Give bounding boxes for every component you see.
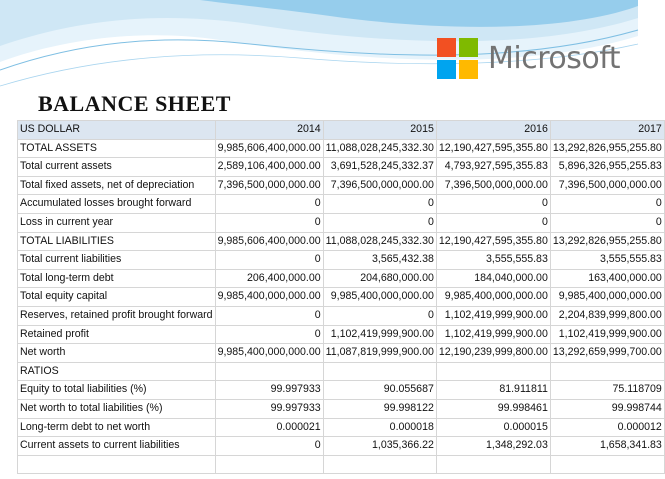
logo-square-green: [459, 38, 478, 57]
row-label-cell: RATIOS: [18, 362, 216, 381]
value-cell: 9,985,400,000,000.00: [323, 288, 436, 307]
row-label-cell: Total equity capital: [18, 288, 216, 307]
row-label-cell: Net worth: [18, 344, 216, 363]
value-cell: [550, 455, 664, 474]
value-cell: 0: [323, 306, 436, 325]
value-cell: 7,396,500,000,000.00: [215, 176, 323, 195]
value-cell: 3,555,555.83: [436, 251, 550, 270]
table-row: [18, 251, 665, 270]
value-cell: 9,985,400,000,000.00: [215, 288, 323, 307]
value-cell: 13,292,826,955,255.80: [550, 139, 664, 158]
value-cell: 3,691,528,245,332.37: [323, 158, 436, 177]
logo-square-blue: [437, 60, 456, 79]
value-cell: [436, 455, 550, 474]
value-cell: 81.911811: [436, 381, 550, 400]
table-row: [18, 139, 665, 158]
table-row: [18, 195, 665, 214]
table-row: [18, 176, 665, 195]
value-cell: 13,292,826,955,255.80: [550, 232, 664, 251]
value-cell: 99.998744: [550, 399, 664, 418]
value-cell: 9,985,606,400,000.00: [215, 232, 323, 251]
value-cell: 0: [215, 437, 323, 456]
value-cell: 11,087,819,999,900.00: [323, 344, 436, 363]
value-cell: 2,204,839,999,800.00: [550, 306, 664, 325]
table-row: [18, 437, 665, 456]
table-row: [18, 269, 665, 288]
table-row: [18, 325, 665, 344]
value-cell: [323, 362, 436, 381]
row-label-cell: TOTAL LIABILITIES: [18, 232, 216, 251]
row-label-cell: Current assets to current liabilities: [18, 437, 216, 456]
value-cell: 75.118709: [550, 381, 664, 400]
table-row: [18, 288, 665, 307]
value-cell: 1,102,419,999,900.00: [323, 325, 436, 344]
value-cell: 0: [215, 325, 323, 344]
column-header-cell: 2014: [215, 121, 323, 140]
value-cell: 1,658,341.83: [550, 437, 664, 456]
value-cell: 0: [323, 195, 436, 214]
logo-square-red: [437, 38, 456, 57]
row-label-cell: Retained profit: [18, 325, 216, 344]
value-cell: 7,396,500,000,000.00: [550, 176, 664, 195]
value-cell: 99.998461: [436, 399, 550, 418]
value-cell: 7,396,500,000,000.00: [323, 176, 436, 195]
value-cell: 184,040,000.00: [436, 269, 550, 288]
value-cell: 204,680,000.00: [323, 269, 436, 288]
column-header-cell: 2015: [323, 121, 436, 140]
value-cell: 1,348,292.03: [436, 437, 550, 456]
value-cell: 0.000021: [215, 418, 323, 437]
value-cell: 2,589,106,400,000.00: [215, 158, 323, 177]
value-cell: 0: [215, 195, 323, 214]
value-cell: 12,190,239,999,800.00: [436, 344, 550, 363]
value-cell: [215, 362, 323, 381]
value-cell: 0: [215, 213, 323, 232]
value-cell: 0.000015: [436, 418, 550, 437]
microsoft-logo: [437, 38, 620, 79]
value-cell: 0: [436, 195, 550, 214]
microsoft-windows-icon: [437, 38, 478, 79]
row-label-cell: Loss in current year: [18, 213, 216, 232]
table-row: [18, 344, 665, 363]
table-row: [18, 158, 665, 177]
table-header-row: [18, 121, 665, 140]
table-row: [18, 306, 665, 325]
value-cell: 99.997933: [215, 399, 323, 418]
value-cell: 0: [323, 213, 436, 232]
value-cell: [436, 362, 550, 381]
column-header-cell: 2017: [550, 121, 664, 140]
value-cell: 11,088,028,245,332.30: [323, 139, 436, 158]
value-cell: 163,400,000.00: [550, 269, 664, 288]
value-cell: 5,896,326,955,255.83: [550, 158, 664, 177]
row-label-cell: Long-term debt to net worth: [18, 418, 216, 437]
row-label-cell: Net worth to total liabilities (%): [18, 399, 216, 418]
value-cell: 0: [436, 213, 550, 232]
value-cell: 3,565,432.38: [323, 251, 436, 270]
row-label-cell: Total long-term debt: [18, 269, 216, 288]
value-cell: [323, 455, 436, 474]
table-row: [18, 418, 665, 437]
value-cell: 7,396,500,000,000.00: [436, 176, 550, 195]
table-row: [18, 362, 665, 381]
slide-title: BALANCE SHEET: [38, 91, 231, 116]
table-row: [18, 213, 665, 232]
value-cell: 1,102,419,999,900.00: [436, 325, 550, 344]
value-cell: 12,190,427,595,355.80: [436, 139, 550, 158]
value-cell: 9,985,400,000,000.00: [436, 288, 550, 307]
table-row: [18, 381, 665, 400]
column-header-cell: 2016: [436, 121, 550, 140]
value-cell: 4,793,927,595,355.83: [436, 158, 550, 177]
value-cell: 90.055687: [323, 381, 436, 400]
value-cell: 1,102,419,999,900.00: [550, 325, 664, 344]
value-cell: 99.998122: [323, 399, 436, 418]
table-row: [18, 455, 665, 474]
table-row: [18, 232, 665, 251]
value-cell: [550, 362, 664, 381]
value-cell: [215, 455, 323, 474]
row-label-cell: TOTAL ASSETS: [18, 139, 216, 158]
logo-wordmark: Microsoft: [488, 40, 621, 76]
row-label-cell: Total current liabilities: [18, 251, 216, 270]
row-label-cell: Total fixed assets, net of depreciation: [18, 176, 216, 195]
value-cell: 0: [215, 251, 323, 270]
value-cell: 0: [550, 195, 664, 214]
logo-square-yellow: [459, 60, 478, 79]
value-cell: 11,088,028,245,332.30: [323, 232, 436, 251]
value-cell: 13,292,659,999,700.00: [550, 344, 664, 363]
value-cell: 9,985,400,000,000.00: [215, 344, 323, 363]
column-header-cell: US DOLLAR: [18, 121, 216, 140]
row-label-cell: Reserves, retained profit brought forward: [18, 306, 216, 325]
value-cell: 0.000012: [550, 418, 664, 437]
balance-sheet-table: [17, 120, 665, 474]
value-cell: 12,190,427,595,355.80: [436, 232, 550, 251]
value-cell: 99.997933: [215, 381, 323, 400]
row-label-cell: Total current assets: [18, 158, 216, 177]
value-cell: 9,985,400,000,000.00: [550, 288, 664, 307]
value-cell: 206,400,000.00: [215, 269, 323, 288]
row-label-cell: [18, 455, 216, 474]
table-row: [18, 399, 665, 418]
value-cell: 9,985,606,400,000.00: [215, 139, 323, 158]
value-cell: 0: [550, 213, 664, 232]
value-cell: 0: [215, 306, 323, 325]
value-cell: 1,035,366.22: [323, 437, 436, 456]
value-cell: 0.000018: [323, 418, 436, 437]
value-cell: 3,555,555.83: [550, 251, 664, 270]
value-cell: 1,102,419,999,900.00: [436, 306, 550, 325]
row-label-cell: Equity to total liabilities (%): [18, 381, 216, 400]
row-label-cell: Accumulated losses brought forward: [18, 195, 216, 214]
